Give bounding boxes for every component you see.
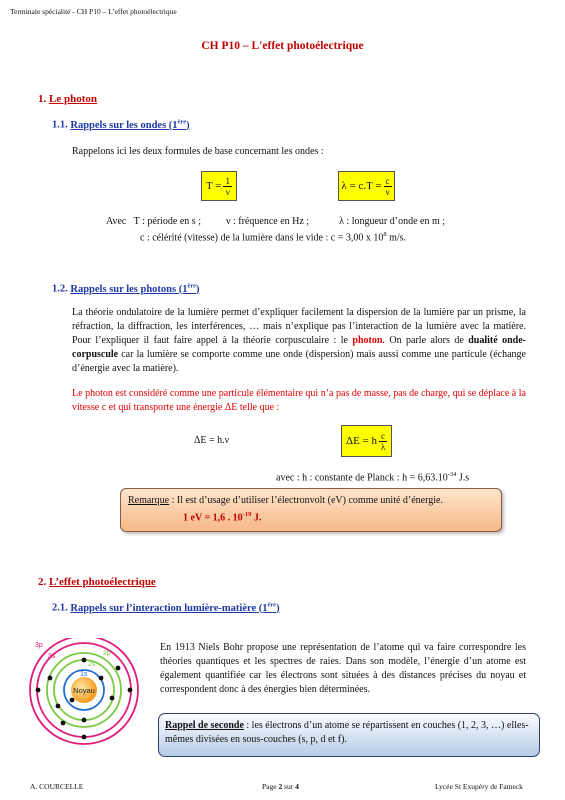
section-1-1-number: 1.1. <box>52 119 68 131</box>
formula-wavelength: λ = c.T = $\frac{c}{\nu}$ <box>338 171 395 201</box>
section-1-2-title: Rappels sur les photons (1ère) <box>70 282 200 295</box>
nucleus-label: Noyau <box>73 686 95 695</box>
energy-relation-plain: ΔE = h.ν <box>194 435 230 446</box>
waves-definitions-line2: c : célérité (vitesse) de la lumière dans le vide : c = 3,00 x $10^8$ m/s. <box>140 231 407 244</box>
bohr-paragraph: En 1913 Niels Bohr propose une représentation de l’atome qui va faire correspondre les théories quantiques et les spectres de raies. Dans son modèle, l’énergie d’un atome est également quantifiée car les électrons sont situées à des distances précises du noyau et correspondent donc à des énergies bien déterminées. <box>160 642 526 695</box>
duality-keyword: dualité onde-corpuscule <box>72 335 526 360</box>
rappel-seconde-text: Rappel de seconde : les électrons d’un atome se répartissent en couches (1, 2, 3, …) elles-mêmes divisées en sous-couches (s, p, d et f). <box>165 720 529 745</box>
label-2p: 2p <box>103 650 111 657</box>
rappel-seconde-box <box>158 713 540 757</box>
running-header: Terminale spécialité - CH P10 – L’effet photoélectrique <box>10 7 177 16</box>
page-title: CH P10 – L'effet photoélectrique <box>201 40 364 52</box>
section-2-1-heading <box>52 601 280 614</box>
electronvolt-value: 1 eV = 1,6 . $10^{-19}$ J. <box>183 511 262 524</box>
photon-definition: Le photon est considéré comme une particule élémentaire qui n’a pas de masse, pas de charge, qui se déplace à la vitesse c et qui transporte une énergie ΔE telle que : <box>72 388 526 413</box>
section-2-title: L’effet photoélectrique <box>49 576 156 588</box>
waves-definitions-line1: Avec T : période en s ; ν : fréquence en Hz ; λ : longueur d’onde en m ; <box>106 216 446 227</box>
bohr-atom-diagram <box>18 638 158 773</box>
section-2-1-title: Rappels sur l’interaction lumière-matière (1ère) <box>70 601 280 614</box>
section-1-1-heading <box>52 118 190 131</box>
remark-line: Remarque : Il est d’usage d’utiliser l’électronvolt (eV) comme unité d’énergie. <box>128 495 443 506</box>
label-3p: 3p <box>35 642 43 649</box>
section-2-number: 2. <box>38 576 47 588</box>
planck-constant: avec : h : constante de Planck : $h = 6,63.10^{-34}$ J.s <box>276 471 470 484</box>
section-1-2-heading <box>52 282 200 295</box>
footer-school: Lycée St Exupéry de Fameck <box>435 782 523 791</box>
photon-paragraph: La théorie ondulatoire de la lumière permet d’expliquer facilement la dispersion de la lumière par un prisme, la réfraction, la diffraction, les interférences, … mais n’explique pas l’interaction de la lumière avec la matière. Pour l’expliquer il faut faire appel à la théorie corpusculaire : le photon. On parle alors de dualité onde-corpuscule car la lumière se comporte comme une onde (dispersion) mais aussi comme une particule (échange d’énergie avec la matière). <box>72 307 526 374</box>
section-1-number: 1. <box>38 93 47 105</box>
formula-energy: ΔE = h $\frac{c}{\lambda}$ <box>341 425 392 457</box>
label-3s: 3s <box>48 653 56 660</box>
photon-keyword: photon <box>352 335 383 346</box>
footer-author: A. COURCELLE <box>30 782 84 791</box>
section-2-1-number: 2.1. <box>52 602 68 614</box>
section-1-heading <box>38 93 97 105</box>
label-1s: 1s <box>80 671 88 678</box>
section-1-1-title: Rappels sur les ondes (1ère) <box>70 118 190 131</box>
remark-box <box>120 488 502 532</box>
waves-intro: Rappelons ici les deux formules de base concernant les ondes : <box>72 146 324 157</box>
formula-period: T = $\frac{1}{\nu}$ <box>201 171 237 201</box>
section-2-heading <box>38 576 156 588</box>
section-1-title: Le photon <box>49 93 97 105</box>
label-2s: 2s <box>88 661 96 668</box>
footer-page: Page 2 sur 4 <box>262 782 299 791</box>
section-1-2-number: 1.2. <box>52 283 68 295</box>
